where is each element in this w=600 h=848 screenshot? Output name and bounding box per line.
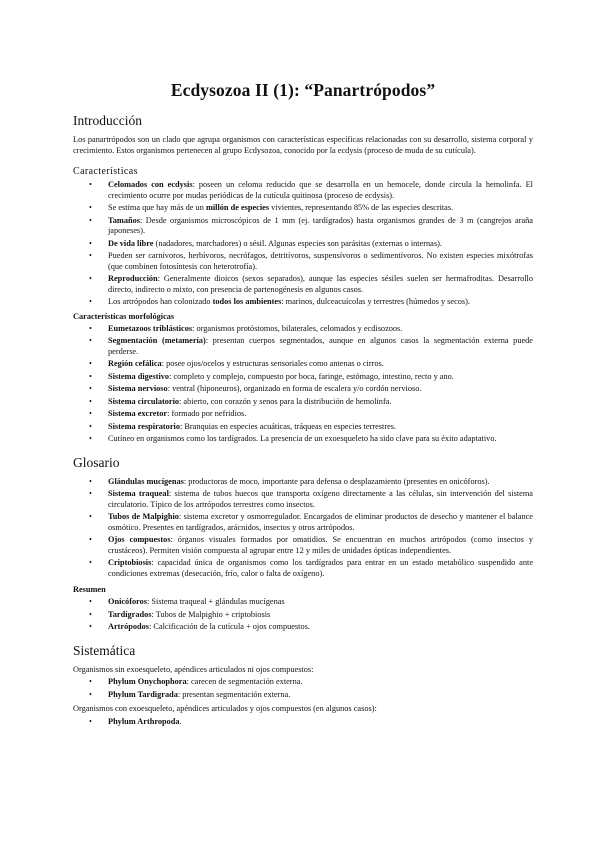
list-item xyxy=(73,251,533,272)
item-text: : Branquias en especies acuáticas, tráqueas en especies terrestres. xyxy=(179,421,397,431)
list-item xyxy=(73,216,533,237)
list-item xyxy=(73,610,533,621)
item-prefix: Los artrópodos han colonizado xyxy=(108,297,213,306)
item-term: Reproducción xyxy=(108,274,158,283)
list-item xyxy=(73,324,533,335)
list-item xyxy=(73,297,533,308)
item-text: : órganos visuales formados por omatidios. Se encuentran en muchos artrópodos (como insectos y crustáceos). Permiten visión compuesta al agrupar entre 12 y miles de unidades ópticas independientes. xyxy=(108,535,533,555)
intro-paragraph: Los panartrópodos son un clado que agrupa organismos con características específicas relacionadas con su desarrollo, sistema corporal y crecimiento. Estos organismos pertenecen al grupo Ecdysozoa, conocido por la ecdysis (proceso de muda de su cutícula). xyxy=(73,135,533,155)
sistematica-group-2 xyxy=(73,717,533,728)
item-text: : marinos, dulceacuícolas y terrestres (húmedos y secos). xyxy=(281,297,470,306)
heading-caracteristicas: Características xyxy=(73,166,138,177)
item-text: : ventral (hiponeuros), organizado en forma de escalera y/o cordón nervioso. xyxy=(167,384,422,393)
resumen-list xyxy=(73,597,533,633)
list-item xyxy=(73,274,533,295)
item-text: : posee ojos/ocelos y estructuras sensoriales como antenas o cirros. xyxy=(161,359,384,368)
list-item xyxy=(73,597,533,608)
item-term: Artrópodos xyxy=(108,622,150,631)
item-text: : poseen un celoma reducido que se desarrolla en un hemocele, donde circula la hemolinfa. El crecimiento ocurre por mudas periódicas de la cutícula quitinosa (proceso de ecdysis). xyxy=(108,180,533,200)
list-item xyxy=(73,336,533,357)
sistematica-line-1: Organismos sin exoesqueleto, apéndices articulados ni ojos compuestos: xyxy=(73,664,314,674)
item-text: : productoras de moco, importante para defensa o desplazamiento (presentes en onicóforos). xyxy=(183,476,490,486)
list-item xyxy=(73,180,533,201)
list-item xyxy=(73,690,533,701)
item-term: Tardígrados xyxy=(108,609,152,619)
item-text: : presentan cuerpos segmentados, aunque en algunos casos la segmentación externa puede perderse. xyxy=(108,336,533,356)
list-item xyxy=(73,384,533,395)
item-text: : carecen de segmentación externa. xyxy=(186,677,303,686)
item-term: todos los ambientes xyxy=(212,297,282,306)
section-caracteristicas xyxy=(73,166,533,308)
item-term: Glándulas mucígenas xyxy=(108,476,184,486)
item-term: Sistema circulatorio xyxy=(108,396,180,406)
heading-sistematica: Sistemática xyxy=(73,642,136,658)
list-item xyxy=(73,372,533,383)
sistematica-line-2: Organismos con exoesqueleto, apéndices articulados y ojos compuestos (en algunos casos): xyxy=(73,704,377,713)
item-text: Cutíneo en organismos como los tardígrados. La presencia de un exoesqueleto ha sido clave para su éxito adaptativo. xyxy=(108,434,497,443)
list-item xyxy=(73,397,533,408)
list-item xyxy=(73,477,533,488)
glosario-list xyxy=(73,477,533,580)
list-item xyxy=(73,203,533,214)
item-text: : sistema de tubos huecos que transporta oxígeno directamente a las células, sin intervención del sistema circulatorio. Típico de los artrópodos terrestres como insectos. xyxy=(108,489,533,509)
item-text: Pueden ser carnívoros, herbívoros, necrófagos, detritívoros, suspensívoros o sedimentívoros. No existen especies mixótrofas (que combinen fotosíntesis con heterotrofía). xyxy=(108,251,533,271)
item-text: : Sistema traqueal + glándulas mucígenas xyxy=(147,597,285,606)
item-text: vivientes, representando 85% de las especies descritas. xyxy=(269,203,454,212)
item-text: : organismos protóstomos, bilaterales, celomados y ecdisozoos. xyxy=(192,323,403,333)
item-term: Tamaños xyxy=(108,215,140,225)
list-item xyxy=(73,422,533,433)
item-term: Región cefálica xyxy=(108,359,162,368)
item-term: Ojos compuestos xyxy=(108,535,171,544)
section-glosario xyxy=(73,455,533,633)
sistematica-group-1 xyxy=(73,677,533,700)
item-term: Sistema nervioso xyxy=(108,384,168,393)
list-item xyxy=(73,558,533,579)
item-term: Sistema traqueal xyxy=(108,489,169,498)
item-text: : Tubos de Malpighio + criptobiosis xyxy=(151,609,271,619)
heading-introduccion: Introducción xyxy=(73,113,142,128)
item-term: De vida libre xyxy=(108,238,154,248)
item-text: : formado por nefridios. xyxy=(167,409,247,418)
item-text: : presentan segmentación externa. xyxy=(177,689,291,699)
list-item xyxy=(73,239,533,250)
item-term: Sistema digestivo xyxy=(108,371,170,381)
list-item xyxy=(73,512,533,533)
item-text: : capacidad única de organismos como los tardígrados para entrar en un estado metabólico suspendido ante condiciones extremas (desecación, frío, calor o falta de oxígeno). xyxy=(108,558,533,578)
list-item xyxy=(73,717,533,728)
item-text: : completo y complejo, compuesto por boca, faringe, estómago, intestino, recto y ano. xyxy=(169,371,454,381)
list-item xyxy=(73,434,533,445)
item-text: : Calcificación de la cutícula + ojos compuestos. xyxy=(149,622,310,631)
item-text: : sistema excretor y osmorregulador. Encargados de eliminar productos de desecho y mantener el balance osmótico. Presentes en tardígrados, arácnidos, insectos y otros artrópodos. xyxy=(108,512,533,532)
item-term: Segmentación (metamería) xyxy=(108,336,206,345)
item-prefix: Se estima que hay más de un xyxy=(108,203,206,212)
item-text: : Generalmente dioicos (sexos separados), aunque las especies sésiles suelen ser hermafroditas. Desarrollo directo, indirecto o mixto, con presencia de partenogénesis en algunos casos. xyxy=(108,274,533,294)
list-item xyxy=(73,622,533,633)
heading-glosario: Glosario xyxy=(73,454,120,470)
page-title: Ecdysozoa II (1): “Panartrópodos” xyxy=(170,80,436,100)
list-item xyxy=(73,409,533,420)
item-text: (nadadores, marchadores) o sésil. Algunas especies son parásitas (externas o internas). xyxy=(153,238,442,248)
item-term: Sistema excretor xyxy=(108,409,168,418)
item-term: millón de especies xyxy=(205,203,270,212)
heading-resumen: Resumen xyxy=(73,585,106,594)
item-term: Criptobiosis xyxy=(108,558,152,567)
heading-morfologicas: Características morfológicas xyxy=(73,311,175,321)
caracteristicas-list xyxy=(73,180,533,308)
item-text: : abierto, con corazón y senos para la distribución de hemolinfa. xyxy=(179,396,392,406)
section-sistematica xyxy=(73,643,533,728)
item-term: Sistema respiratorio xyxy=(108,421,180,431)
item-term: Phylum Tardigrada xyxy=(108,689,178,699)
list-item xyxy=(73,489,533,510)
document-page xyxy=(73,80,533,731)
item-term: Celomados con ecdysis xyxy=(108,180,193,189)
item-text: : Desde organismos microscópicos de 1 mm (ej. tardígrados) hasta organismos grandes de 3 m (cangrejos araña japoneses). xyxy=(108,215,533,235)
item-term: Eumetazoos triblásticos xyxy=(108,323,193,333)
list-item xyxy=(73,535,533,556)
list-item xyxy=(73,359,533,370)
item-text: . xyxy=(179,716,182,726)
section-introduccion xyxy=(73,113,533,156)
item-term: Phylum Onychophora xyxy=(108,677,187,686)
item-term: Onicóforos xyxy=(108,597,148,606)
morfologicas-list xyxy=(73,324,533,445)
list-item xyxy=(73,677,533,688)
item-term: Tubos de Malpighio xyxy=(108,512,179,521)
section-morfologicas xyxy=(73,312,533,445)
item-term: Phylum Arthropoda xyxy=(108,716,180,726)
